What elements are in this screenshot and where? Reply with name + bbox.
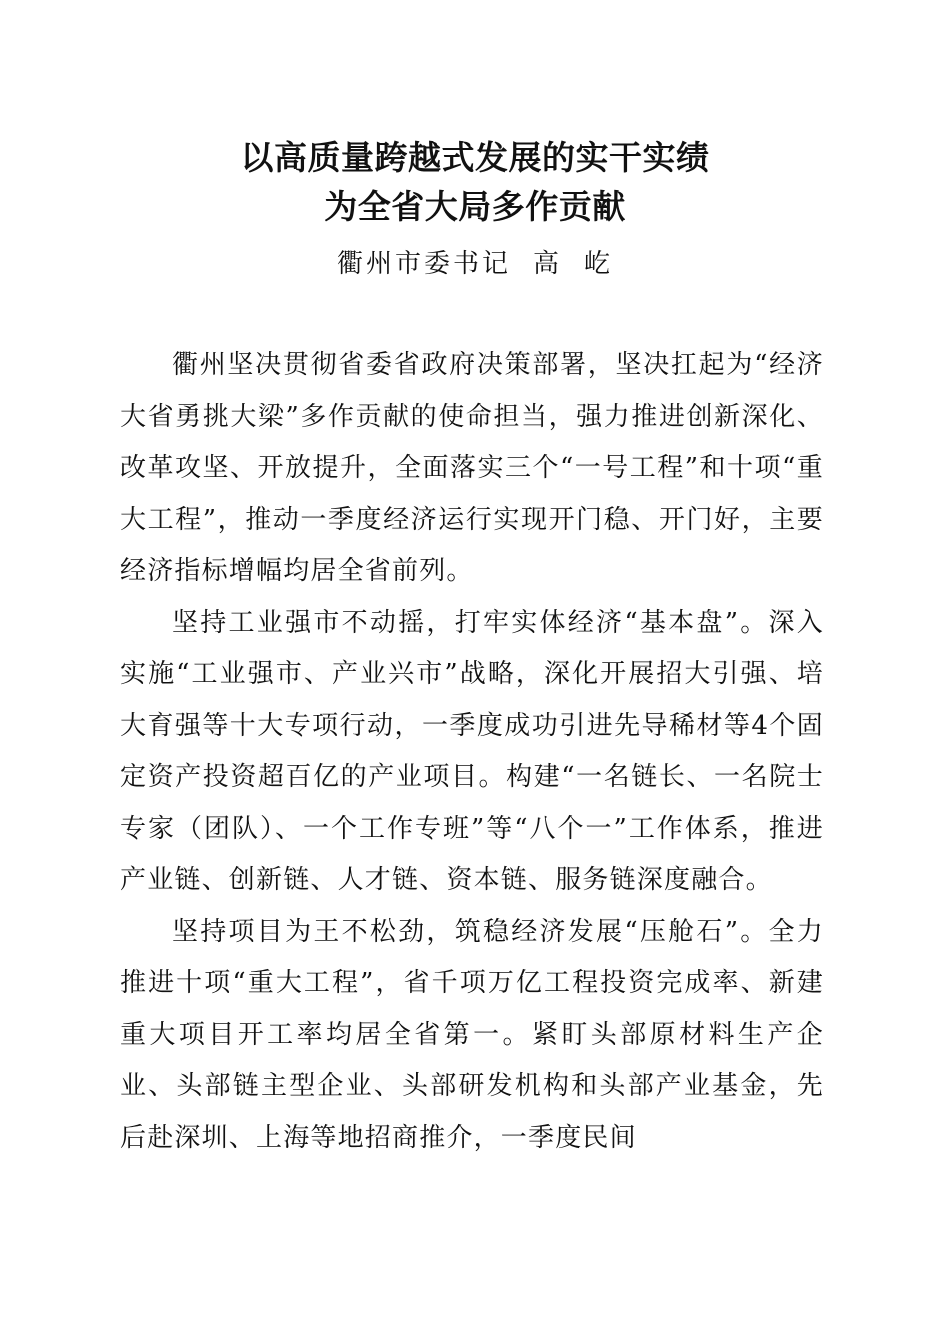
author-position: 衢州市委书记 [336,249,511,279]
paragraph-projects: 坚持项目为王不松劲，筑稳经济发展“压舱石”。全力推进十项“重大工程”，省千项万亿工程投资完成率、新建重大项目开工率均居全省第一。紧盯头部原材料生产企业、头部链主型企业、头部研发机构和头部产业基金，先后赴深圳、上海等地招商推介，一季度民间 [120,916,824,1153]
author-byline [0,246,950,282]
author-name-first: 高 [532,249,562,279]
article-body [120,340,824,1164]
article-title-line-2: 为全省大局多作贡献 [324,187,626,226]
paragraph-intro: 衢州坚决贯彻省委省政府决策部署，坚决扛起为“经济大省勇挑大梁”多作贡献的使命担当，强力推进创新深化、改革攻坚、开放提升，全面落实三个“一号工程”和十项“重大工程”，推动一季度经济运行实现开门稳、开门好，主要经济指标增幅均居全省前列。 [120,350,824,586]
author-name-second: 屹 [584,249,614,279]
paragraph-industry: 坚持工业强市不动摇，打牢实体经济“基本盘”。深入实施“工业强市、产业兴市”战略，深化开展招大引强、培大育强等十大专项行动，一季度成功引进先导稀材等4个固定资产投资超百亿的产业项目。构建“一名链长、一名院士专家（团队）、一个工作专班”等“八个一”工作体系，推进产业链、创新链、人才链、资本链、服务链深度融合。 [120,607,824,895]
article-title-line-1: 以高质量跨越式发展的实干实绩 [240,138,710,177]
